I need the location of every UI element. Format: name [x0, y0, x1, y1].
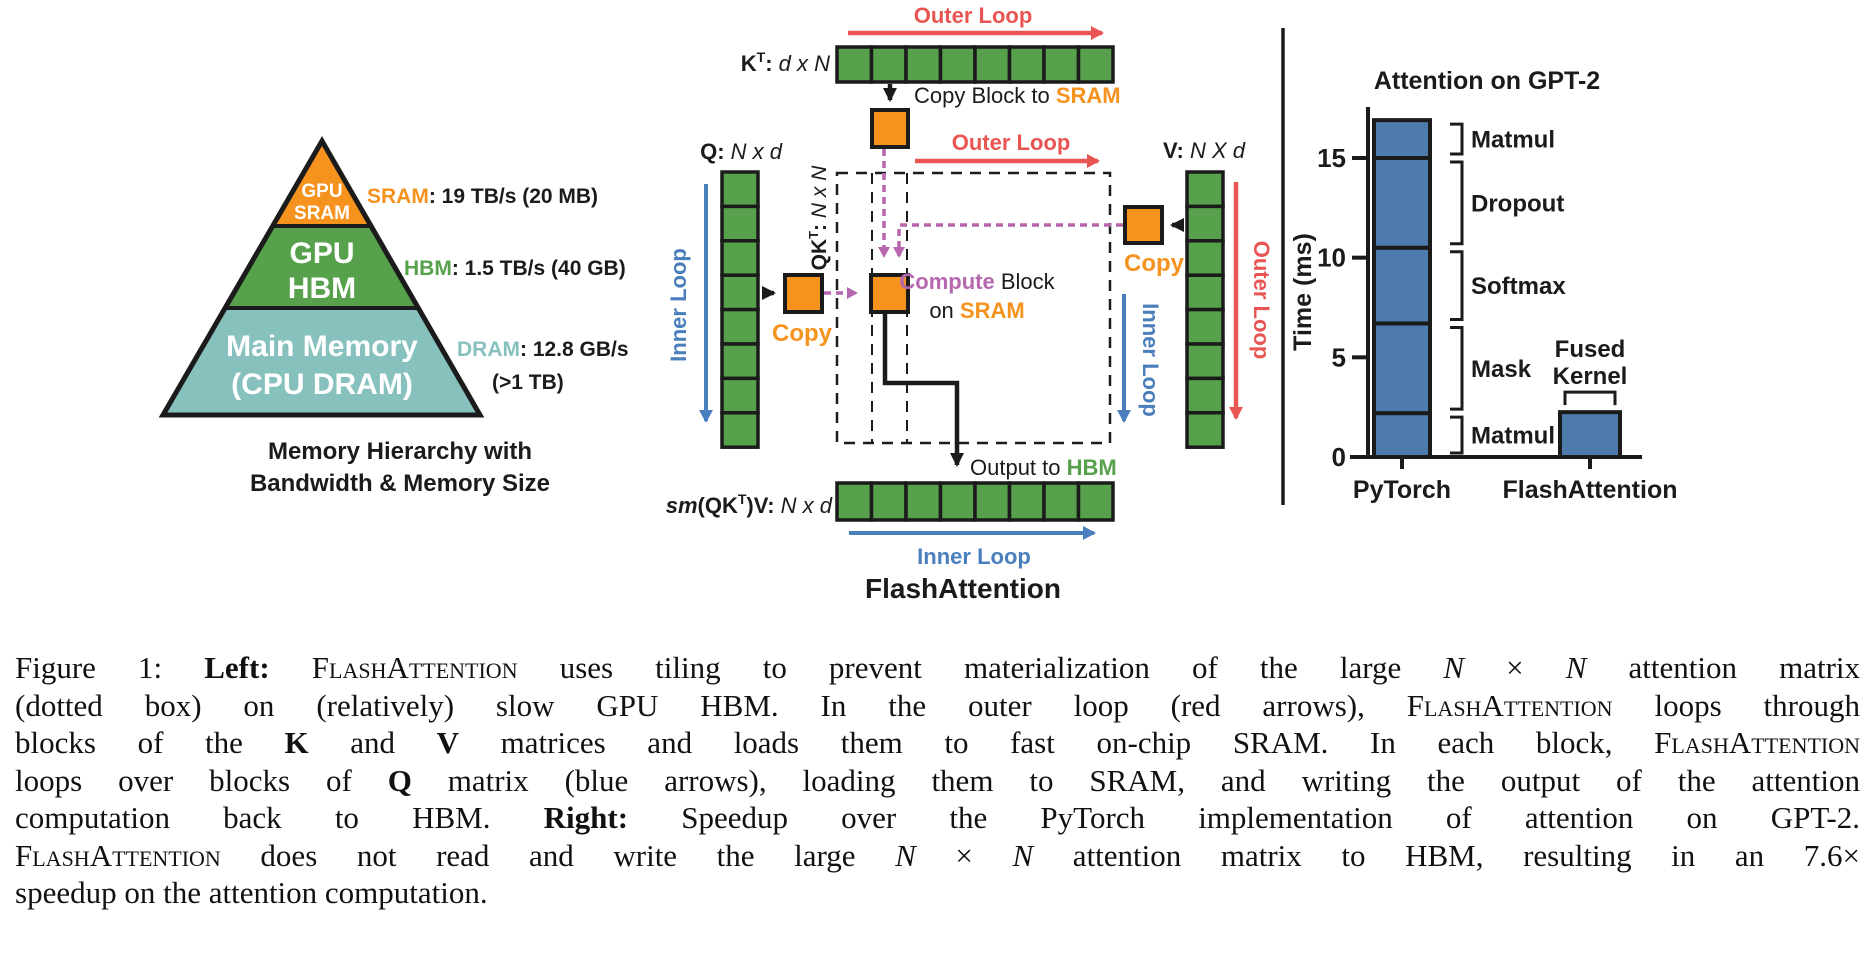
matrix-cell: [906, 47, 941, 82]
caption-text-run: Q: [387, 762, 412, 798]
pyramid-caption-line1: Memory Hierarchy with: [267, 438, 533, 465]
caption-text-run: K: [284, 725, 309, 760]
matrix-cell: [722, 413, 758, 447]
matrix-cell: [722, 310, 758, 344]
matrix-cell: [1044, 483, 1079, 520]
output-matrix-label: $sm(QK^T)V$: N x d: [665, 491, 832, 518]
caption-text-run: N: [1012, 837, 1034, 873]
pytorch-bar-segment: [1374, 120, 1430, 158]
y-tick-label: 0: [1331, 442, 1346, 472]
compute-block-label-line1: Compute Block: [899, 269, 1055, 294]
k-copy-block: [872, 110, 908, 147]
matrix-cell: [722, 206, 758, 240]
matrix-cell: [722, 172, 758, 206]
caption-text-run: matrices and loads them to fast on-chip SRAM. In each block,: [459, 725, 1655, 760]
bandwidth-label-hbm: HBM: 1.5 TB/s (40 GB): [404, 257, 626, 280]
smallcaps-flashattention: FlashAttention: [15, 837, 221, 873]
matrix-cell: [975, 483, 1010, 520]
q-matrix-label: Q: N x d: [700, 139, 782, 164]
caption-text-run: attention matrix: [1586, 650, 1861, 685]
caption-text-run: and: [308, 725, 437, 760]
bandwidth-label-dram: DRAM: 12.8 GB/s: [457, 338, 629, 361]
segment-bracket: [1450, 124, 1462, 154]
caption-text-run: N: [895, 837, 916, 873]
caption-text-run: N: [1443, 650, 1465, 685]
gpt2-attention-chart: [1289, 67, 1678, 504]
caption-text-run: N: [1565, 650, 1587, 685]
pyramid-sram-line2: SRAM: [294, 203, 350, 224]
outer-loop-top-label: Outer Loop: [913, 3, 1033, 28]
fused-kernel-bracket: [1565, 392, 1615, 405]
matrix-cell: [941, 47, 976, 82]
q-copy-block: [785, 275, 822, 312]
caption-text-run: loops over blocks of: [15, 762, 388, 798]
caption-text-run: (dotted box) on (relatively) slow GPU HBM. In the outer loop (red arrows),: [15, 687, 1407, 723]
caption-text-run: ×: [1464, 650, 1566, 685]
flashattention-diagram: [666, 3, 1274, 604]
caption-text-run: matrix (blue arrows), loading them to SRAM, and writing the output of the attention: [411, 762, 1860, 798]
q-matrix-strip: [722, 172, 758, 447]
matrix-cell: [872, 483, 907, 520]
pytorch-bar-segment: [1374, 158, 1430, 248]
matrix-cell: [722, 378, 758, 412]
inner-loop-left-label: Inner Loop: [666, 248, 691, 362]
caption-text-run: does not read and write the large: [220, 837, 896, 873]
caption-text-run: V: [436, 725, 460, 760]
caption-text-run: Left:: [204, 650, 312, 685]
matrix-cell: [722, 344, 758, 378]
caption-text-run: speedup on the attention computation.: [15, 875, 488, 910]
caption-line: [15, 762, 1860, 800]
bandwidth-label-sram: SRAM: 19 TB/s (20 MB): [367, 185, 599, 208]
v-matrix-label: V: N X d: [1163, 138, 1245, 163]
pytorch-bar-segment: [1374, 248, 1430, 324]
bandwidth-label-dram-line2: (>1 TB): [492, 371, 564, 394]
outer-loop-right-label: Outer Loop: [1249, 240, 1274, 360]
diagram-title: FlashAttention: [865, 573, 1061, 604]
output-to-hbm-label: Output to HBM: [970, 455, 1117, 480]
copy-left-label: Copy: [772, 320, 832, 347]
caption-line: [15, 687, 1860, 725]
matrix-cell: [872, 47, 907, 82]
caption-line: [15, 799, 1860, 837]
matrix-cell: [837, 483, 872, 520]
caption-text-run: uses tiling to prevent materialization of the large: [517, 650, 1444, 685]
x-category-label: FlashAttention: [1502, 476, 1678, 504]
copy-right-label: Copy: [1124, 250, 1184, 277]
y-tick-label: 15: [1317, 143, 1346, 173]
caption-text-run: attention matrix to HBM, resulting in an 7.6×: [1033, 837, 1860, 873]
compute-block-label-line2: on SRAM: [929, 298, 1025, 323]
chart-title: Attention on GPT-2: [1373, 67, 1601, 95]
segment-label: Softmax: [1471, 273, 1566, 301]
qkt-matrix-label: $QK^T$: N x N: [806, 165, 831, 271]
segment-label: Matmul: [1471, 422, 1555, 450]
matrix-cell: [1187, 241, 1223, 275]
pyramid-hbm-line1: GPU: [289, 237, 355, 270]
matrix-cell: [906, 483, 941, 520]
chart-plot-area: [1317, 120, 1677, 504]
flashattention-bar: [1560, 412, 1620, 457]
matrix-cell: [1079, 47, 1114, 82]
pyramid-mainmem-line2: (CPU DRAM): [231, 368, 413, 401]
segment-bracket: [1450, 417, 1462, 453]
matrix-cell: [1187, 172, 1223, 206]
matrix-cell: [837, 47, 872, 82]
matrix-cell: [1187, 275, 1223, 309]
segment-label: Matmul: [1471, 126, 1555, 154]
segment-label: Mask: [1471, 355, 1532, 383]
pyramid-mainmem-line1: Main Memory: [226, 330, 418, 363]
outer-loop-mid-label: Outer Loop: [951, 130, 1071, 155]
caption-text-run: Right:: [543, 800, 682, 835]
kt-matrix-label: $K^T$: d x N: [740, 49, 830, 76]
x-category-label: PyTorch: [1352, 476, 1452, 504]
smallcaps-flashattention: FlashAttention: [1654, 725, 1860, 760]
smallcaps-flashattention: FlashAttention: [1406, 687, 1613, 723]
pyramid-hbm-line2: HBM: [287, 272, 357, 305]
fused-kernel-label: Kernel: [1552, 363, 1628, 391]
smallcaps-flashattention: FlashAttention: [311, 650, 518, 685]
chart-y-axis-label: Time (ms): [1289, 233, 1317, 351]
matrix-cell: [1079, 483, 1114, 520]
matrix-cell: [1187, 413, 1223, 447]
caption-text-run: computation back to HBM.: [15, 800, 544, 835]
caption-line: [15, 837, 1860, 875]
caption-line: [15, 649, 1860, 687]
pytorch-bar-segment: [1374, 323, 1430, 413]
caption-line: [15, 724, 1860, 762]
y-tick-label: 10: [1317, 242, 1346, 273]
matrix-cell: [1010, 47, 1045, 82]
matrix-cell: [1010, 483, 1045, 520]
inner-loop-bottom-label: Inner Loop: [917, 544, 1031, 569]
caption-text-run: ×: [915, 837, 1013, 873]
matrix-cell: [1187, 206, 1223, 240]
y-tick-label: 5: [1331, 342, 1346, 373]
matrix-cell: [975, 47, 1010, 82]
matrix-cell: [722, 241, 758, 275]
v-block-to-compute-arrow: [899, 225, 1123, 256]
matrix-cell: [1187, 344, 1223, 378]
caption-text-run: loops through: [1612, 687, 1860, 723]
inner-loop-right-label: Inner Loop: [1138, 303, 1163, 417]
caption-line: [15, 874, 1860, 912]
v-matrix-strip: [1187, 172, 1223, 447]
fused-kernel-label: Fused: [1554, 336, 1626, 364]
matrix-cell: [722, 275, 758, 309]
segment-bracket: [1450, 252, 1462, 320]
v-copy-block: [1125, 207, 1162, 243]
segment-bracket: [1450, 327, 1462, 409]
copy-block-to-sram-label: Copy Block to SRAM: [914, 83, 1121, 108]
caption-text-run: Figure 1:: [15, 650, 205, 685]
memory-pyramid: [163, 141, 629, 497]
caption-text-run: blocks of the: [15, 725, 285, 760]
segment-label: Dropout: [1471, 190, 1565, 218]
output-matrix-strip: [837, 483, 1113, 520]
caption-text-run: Speedup over the PyTorch implementation of attention on GPT-2.: [681, 800, 1861, 835]
matrix-cell: [1187, 310, 1223, 344]
pytorch-bar-segment: [1374, 413, 1430, 457]
matrix-cell: [941, 483, 976, 520]
pyramid-caption-line2: Bandwidth & Memory Size: [249, 470, 551, 497]
figure-caption: [15, 649, 1860, 912]
pyramid-sram-line1: GPU: [301, 181, 343, 202]
kt-matrix-strip: [837, 47, 1113, 82]
segment-bracket: [1450, 162, 1462, 244]
matrix-cell: [1044, 47, 1079, 82]
matrix-cell: [1187, 378, 1223, 412]
